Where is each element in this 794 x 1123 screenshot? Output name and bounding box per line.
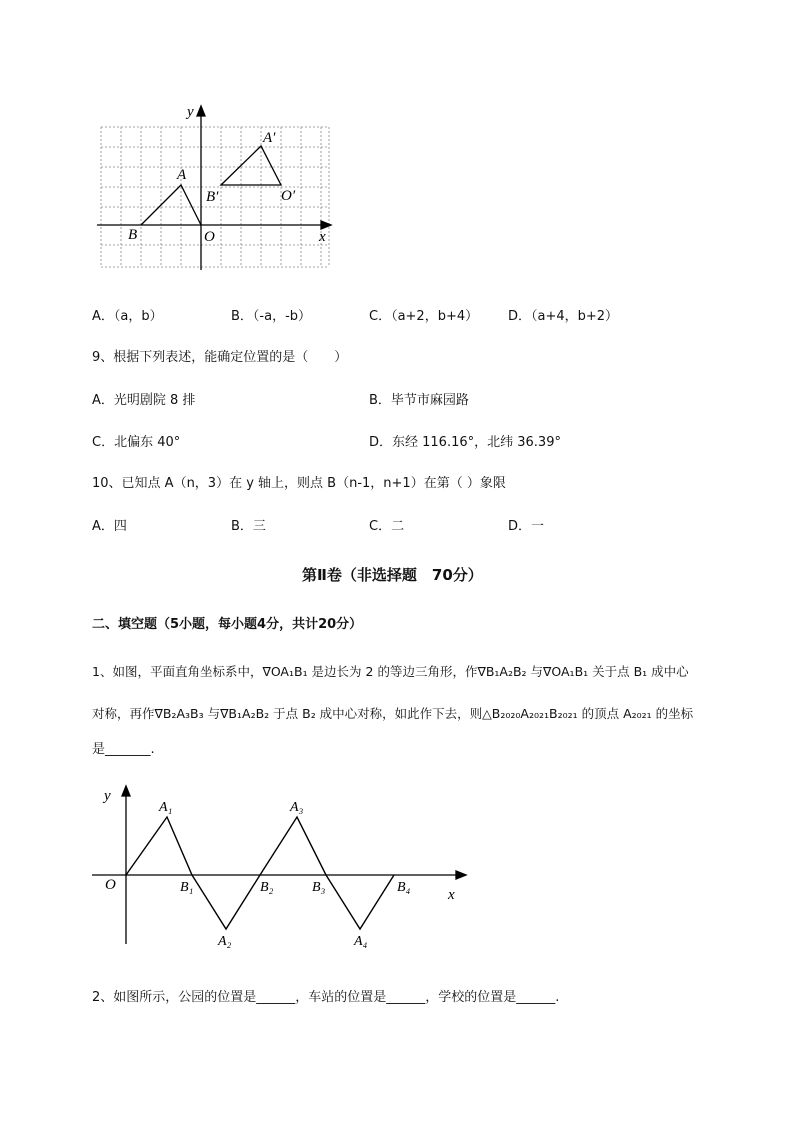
- fill1-line1: 1、如图，平面直角坐标系中，∇OA₁B₁ 是边长为 2 的等边三角形，作∇B₁A₂B₂ 与∇OA₁B₁ 关于点 B₁ 成中心: [92, 664, 689, 679]
- fill1-line2: 对称，再作∇B₂A₃B₃ 与∇B₁A₂B₂ 于点 B₂ 成中心对称，如此作下去，则△B₂₀₂₀A₂₀₂₁B₂₀₂₁ 的顶点 A₂₀₂₁ 的坐标: [92, 706, 694, 721]
- point-A-label: A: [177, 167, 187, 183]
- x-axis-arrow-icon: [456, 871, 466, 879]
- point-B3-label: B₃: [312, 880, 326, 895]
- q9-option-b: B．毕节市麻园路: [369, 393, 469, 408]
- origin-label: O: [105, 877, 116, 893]
- point-B-label: B: [128, 227, 138, 243]
- q8-option-b: B．（-a，-b）: [231, 309, 312, 324]
- x-axis-label: x: [448, 887, 455, 903]
- point-B-prime-label: B′: [206, 189, 219, 205]
- x-axis-label: x: [319, 229, 326, 245]
- y-axis-label: y: [104, 788, 111, 804]
- y-axis-label: y: [187, 104, 194, 120]
- section2-title: 二、填空题（5小题，每小题4分，共计20分）: [92, 617, 363, 632]
- figure-triangle-translation: [95, 100, 345, 280]
- axes: [92, 786, 466, 944]
- q9-stem: 9、根据下列表述，能确定位置的是（ ）: [92, 350, 348, 365]
- point-A2-label: A₂: [218, 934, 232, 949]
- point-A-prime-label: A′: [263, 130, 276, 146]
- q9-option-d: D．东经 116.16°，北纬 36.39°: [369, 435, 561, 450]
- point-A1-label: A₁: [159, 800, 173, 815]
- zigzag-path: [126, 817, 394, 929]
- fill1-line3: 是_______.: [92, 742, 155, 757]
- point-A3-label: A₃: [290, 800, 304, 815]
- q10-option-b: B．三: [231, 519, 266, 534]
- origin-label: O: [204, 229, 215, 245]
- point-O-prime-label: O′: [281, 188, 296, 204]
- q10-stem: 10、已知点 A（n，3）在 y 轴上，则点 B（n-1，n+1）在第（ ）象限: [92, 476, 506, 491]
- point-A4-label: A₄: [354, 934, 368, 949]
- q10-option-c: C．二: [369, 519, 405, 534]
- q9-option-a: A．光明剧院 8 排: [92, 393, 196, 408]
- point-B2-label: B₂: [260, 880, 274, 895]
- y-axis-arrow-icon: [122, 786, 130, 796]
- q10-option-d: D．一: [508, 519, 545, 534]
- triangle-A-prime: [221, 146, 281, 185]
- q9-option-c: C．北偏东 40°: [92, 435, 181, 450]
- figure-zigzag-triangles: [90, 778, 480, 958]
- q8-option-d: D．（a+4，b+2）: [508, 309, 619, 324]
- point-B4-label: B₄: [397, 880, 411, 895]
- x-axis-arrow-icon: [321, 221, 331, 229]
- part2-title: 第Ⅱ卷（非选择题 70分）: [302, 566, 483, 584]
- triangle-ABO: [141, 185, 201, 225]
- fill2-text: 2、如图所示，公园的位置是______，车站的位置是______，学校的位置是______.: [92, 990, 560, 1005]
- q10-option-a: A．四: [92, 519, 127, 534]
- point-B1-label: B₁: [180, 880, 194, 895]
- triangles: [141, 146, 281, 225]
- y-axis-arrow-icon: [197, 106, 205, 116]
- q8-option-c: C．（a+2，b+4）: [369, 309, 479, 324]
- q8-option-a: A．（a，b）: [92, 309, 163, 324]
